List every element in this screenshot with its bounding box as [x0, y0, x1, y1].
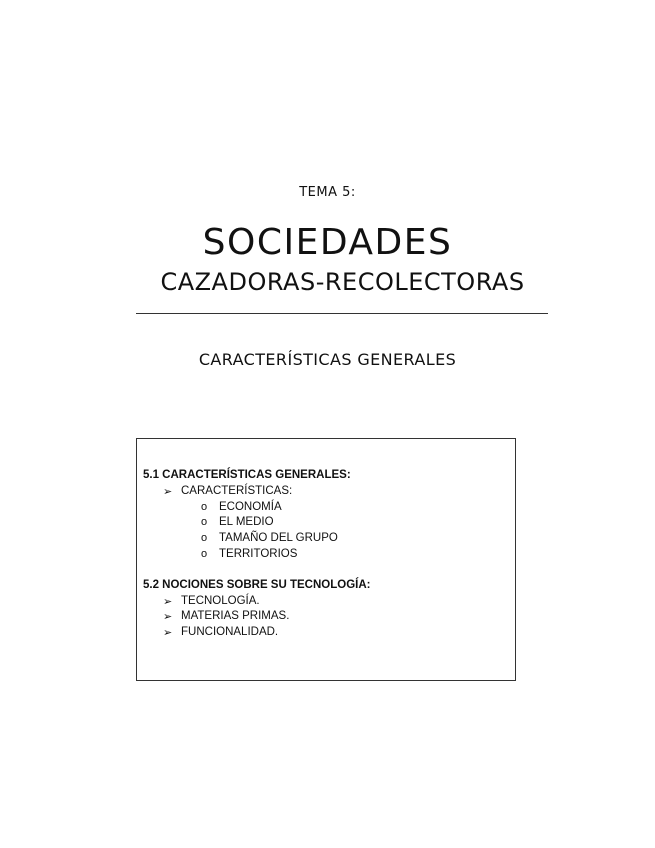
index-bullet-label: FUNCIONALIDAD. [181, 626, 279, 638]
title-line-1: SOCIEDADES [202, 222, 453, 263]
index-heading-1: 5.1 CARACTERÍSTICAS GENERALES: [143, 469, 351, 481]
index-bullet-label: TECNOLOGÍA. [181, 595, 260, 607]
title-divider [136, 313, 548, 314]
title-line-2: CAZADORAS-RECOLECTORAS [160, 268, 525, 296]
index-sub-item-label: ECONOMÍA [219, 501, 282, 513]
index-sub-item-label: EL MEDIO [219, 516, 274, 528]
circle-bullet-icon: o [201, 516, 208, 528]
index-bullet-label: MATERIAS PRIMAS. [181, 610, 290, 622]
arrow-bullet-icon: ➢ [163, 486, 173, 498]
index-box [136, 438, 516, 681]
circle-bullet-icon: o [201, 501, 208, 513]
arrow-bullet-icon: ➢ [163, 627, 173, 639]
arrow-bullet-icon: ➢ [163, 596, 173, 608]
arrow-bullet-icon: ➢ [163, 611, 173, 623]
index-sub-item-label: TAMAÑO DEL GRUPO [219, 532, 338, 544]
index-sub-item-label: TERRITORIOS [219, 548, 298, 560]
section-title: CARACTERÍSTICAS GENERALES [198, 350, 457, 369]
circle-bullet-icon: o [201, 532, 208, 544]
circle-bullet-icon: o [201, 548, 208, 560]
index-bullet-label: CARACTERÍSTICAS: [181, 485, 293, 497]
index-heading-2: 5.2 NOCIONES SOBRE SU TECNOLOGÍA: [143, 579, 371, 591]
topic-number: TEMA 5: [299, 185, 356, 200]
